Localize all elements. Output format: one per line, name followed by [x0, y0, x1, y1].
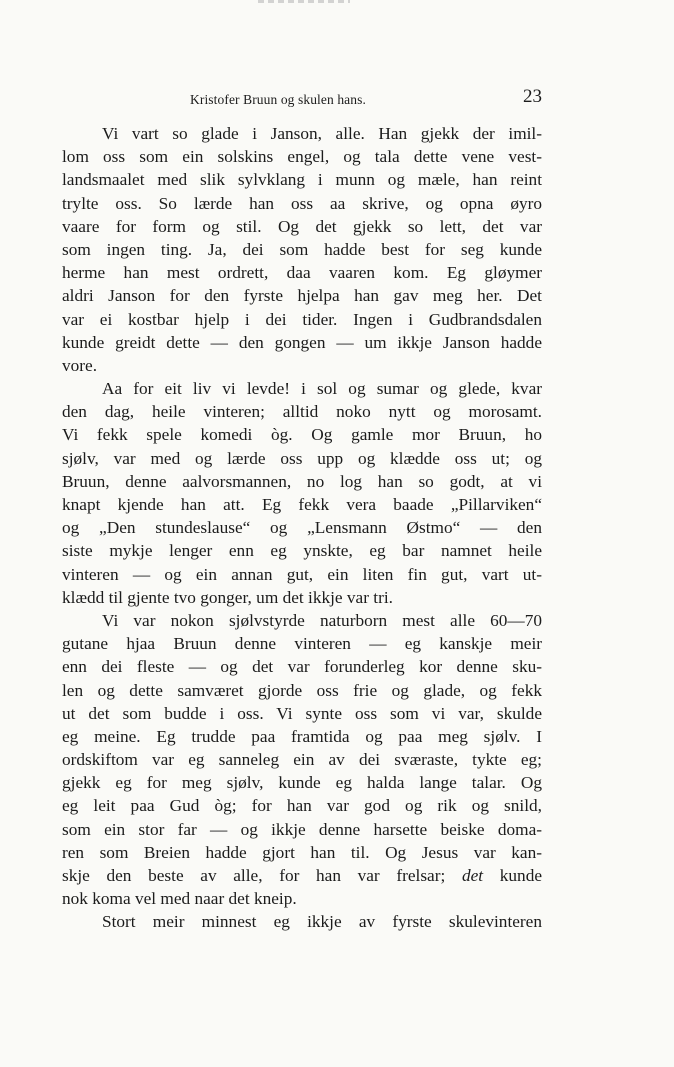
text-line: gutane hjaa Bruun denne vinteren — eg kanskje meir	[62, 634, 542, 654]
text-line: Bruun, denne aalvorsmannen, no log han so godt, at vi	[62, 471, 542, 491]
text-line: eg leit paa Gud òg; for han var god og rik og snild,	[62, 796, 542, 816]
text-line: klædd til gjente tvo gonger, um det ikkje var tri.	[62, 587, 393, 607]
text-line: landsmaalet med slik sylvklang i munn og mæle, han reint	[62, 170, 542, 190]
text-line: Vi vart so glade i Janson, alle. Han gjekk der imil-	[102, 124, 542, 143]
text-line: nok koma vel med naar det kneip.	[62, 889, 297, 909]
text-line: vinteren — og ein annan gut, ein liten fin gut, vart ut-	[62, 564, 542, 584]
text-line: Vi var nokon sjølvstyrde naturborn mest alle 60—70	[102, 610, 542, 630]
text-fragment: skje den beste av alle, for han var frelsar;	[62, 866, 446, 885]
text-line: gjekk eg for meg sjølv, kunde eg halda lange talar. Og	[62, 773, 542, 793]
scan-mark	[258, 0, 350, 3]
text-line: enn dei fleste — og det var forunderleg kor denne sku-	[62, 657, 542, 677]
text-line: siste mykje lenger enn eg ynskte, eg bar namnet heile	[62, 541, 542, 561]
page-number: 23	[523, 86, 542, 107]
text-line: ut det som budde i oss. Vi synte oss som vi var, skulde	[62, 703, 542, 723]
text-line: var ei kostbar hjelp i dei tider. Ingen i Gudbrandsdalen	[62, 309, 542, 329]
text-line: som ingen ting. Ja, dei som hadde best for seg kunde	[62, 239, 542, 259]
text-line: Aa for eit liv vi levde! i sol og sumar og glede, kvar	[102, 379, 542, 399]
text-line: eg meine. Eg trudde paa framtida og paa meg sjølv. I	[62, 726, 542, 746]
text-line: Vi fekk spele komedi òg. Og gamle mor Bruun, ho	[62, 425, 542, 445]
text-line: knapt kjende han att. Eg fekk vera baade „Pillarviken“	[62, 495, 542, 514]
text-line: og „Den stundeslause“ og „Lensmann Østmo“ — den	[62, 518, 542, 538]
text-line: len og dette samværet gjorde oss frie og glade, og fekk	[62, 680, 542, 700]
emphasis-word: det	[461, 866, 484, 885]
text-line: kunde greidt dette — den gongen — um ikkje Janson hadde	[62, 332, 542, 352]
text-line: sjølv, var med og lærde oss upp og klædde oss ut; og	[62, 448, 542, 468]
text-line: aldri Janson for den fyrste hjelpa han gav meg her. Det	[62, 286, 542, 306]
text-line: ren som Breien hadde gjort han til. Og Jesus var kan-	[62, 842, 542, 862]
text-line: trylte oss. So lærde han oss aa skrive, og opna øyro	[62, 193, 542, 213]
text-line-with-emphasis	[62, 864, 542, 887]
text-line: ordskiftom var eg sanneleg ein av dei sværaste, tykte eg;	[62, 750, 542, 770]
text-line: vore.	[62, 355, 98, 375]
text-line: Stort meir minnest eg ikkje av fyrste skulevinteren	[102, 912, 542, 932]
text-line: herme han mest ordrett, daa vaaren kom. Eg gløymer	[62, 263, 542, 283]
page-header	[62, 86, 542, 112]
text-line: den dag, heile vinteren; alltid noko nytt og morosamt.	[62, 402, 542, 422]
text-fragment: kunde	[499, 866, 542, 885]
text-line: vaare for form og stil. Og det gjekk so lett, det var	[62, 216, 542, 236]
text-line: som ein stor far — og ikkje denne harsette beiske doma-	[62, 819, 542, 839]
text-line: lom oss som ein solskins engel, og tala dette vene vest-	[62, 147, 542, 167]
body-text	[62, 122, 542, 934]
running-head: Kristofer Bruun og skulen hans.	[190, 92, 366, 107]
